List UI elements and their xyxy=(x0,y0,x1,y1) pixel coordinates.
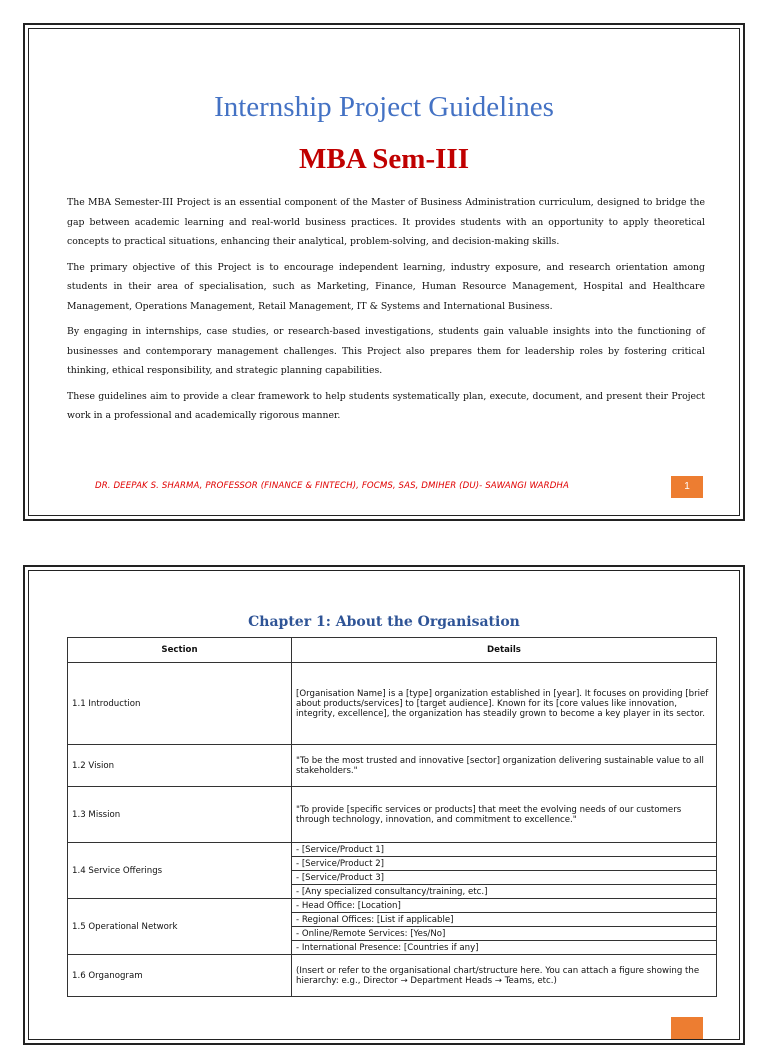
table-row xyxy=(68,745,717,787)
page-2 xyxy=(23,565,745,1045)
paragraph-1: The MBA Semester-III Project is an essential component of the Master of Business Administration curriculum, designed to bridge the gap between academic learning and real-world business practices. It provides students with an opportunity to apply theoretical concepts to practical situations, enhancing their analytical, problem-solving, and decision-making skills. xyxy=(67,197,705,247)
page-number-badge xyxy=(671,1017,703,1039)
table-row xyxy=(68,899,717,913)
header-details: Details xyxy=(292,638,717,663)
list-item: - [Service/Product 1] xyxy=(292,843,717,857)
details-cell: "To provide [specific services or products] that meet the evolving needs of our customers through technology, innovation, and commitment to excellence." xyxy=(292,787,717,843)
organisation-table xyxy=(67,637,717,997)
table-row xyxy=(68,787,717,843)
paragraph-2: The primary objective of this Project is to encourage independent learning, industry exposure, and research orientation among students in their area of specialisation, such as Marketing, Finance, Human Resource Management, Hospital and Healthcare Management, Operations Management, Retail Management, IT & Systems and International Business. xyxy=(67,261,705,312)
list-item: - [Service/Product 3] xyxy=(292,871,717,885)
section-cell: 1.4 Service Offerings xyxy=(68,843,292,899)
list-item: - Regional Offices: [List if applicable] xyxy=(292,913,717,927)
section-cell: 1.5 Operational Network xyxy=(68,899,292,955)
chapter-title: Chapter 1: About the Organisation xyxy=(248,614,520,630)
page-footer: DR. DEEPAK S. SHARMA, PROFESSOR (FINANCE & FINTECH), FOCMS, SAS, DMIHER (DU)- SAWANGI WARDHA xyxy=(95,481,569,491)
list-item: - [Any specialized consultancy/training, etc.] xyxy=(292,885,717,899)
intro-text xyxy=(67,193,705,432)
details-cell: (Insert or refer to the organisational chart/structure here. You can attach a figure showing the hierarchy: e.g., Director → Department Heads → Teams, etc.) xyxy=(292,955,717,997)
document-title: Internship Project Guidelines xyxy=(214,91,554,123)
details-cell: "To be the most trusted and innovative [sector] organization delivering sustainable value to all stakeholders." xyxy=(292,745,717,787)
page-1 xyxy=(23,23,745,521)
document-subtitle: MBA Sem-III xyxy=(299,143,469,175)
details-cell: [Organisation Name] is a [type] organization established in [year]. It focuses on providing [brief about products/services] to [target audience]. Known for its [core values like innovation, integrity, excellence], the organization has steadily grown to become a key player in its sector. xyxy=(292,663,717,745)
list-item: - International Presence: [Countries if any] xyxy=(292,941,717,955)
table-row xyxy=(68,955,717,997)
table-header-row xyxy=(68,638,717,663)
table-row xyxy=(68,663,717,745)
header-section: Section xyxy=(68,638,292,663)
table-row xyxy=(68,843,717,857)
section-cell: 1.6 Organogram xyxy=(68,955,292,997)
section-cell: 1.1 Introduction xyxy=(68,663,292,745)
section-cell: 1.3 Mission xyxy=(68,787,292,843)
paragraph-4: These guidelines aim to provide a clear framework to help students systematically plan, execute, document, and present their Project work in a professional and academically rigorous manner. xyxy=(67,390,705,421)
paragraph-3: By engaging in internships, case studies, or research-based investigations, students gain valuable insights into the functioning of businesses and contemporary management challenges. This Project also prepares them for leadership roles by fostering critical thinking, ethical responsibility, and strategic planning capabilities. xyxy=(67,326,705,376)
list-item: - Head Office: [Location] xyxy=(292,899,717,913)
list-item: - [Service/Product 2] xyxy=(292,857,717,871)
section-cell: 1.2 Vision xyxy=(68,745,292,787)
page-number: 1 xyxy=(671,476,703,498)
list-item: - Online/Remote Services: [Yes/No] xyxy=(292,927,717,941)
